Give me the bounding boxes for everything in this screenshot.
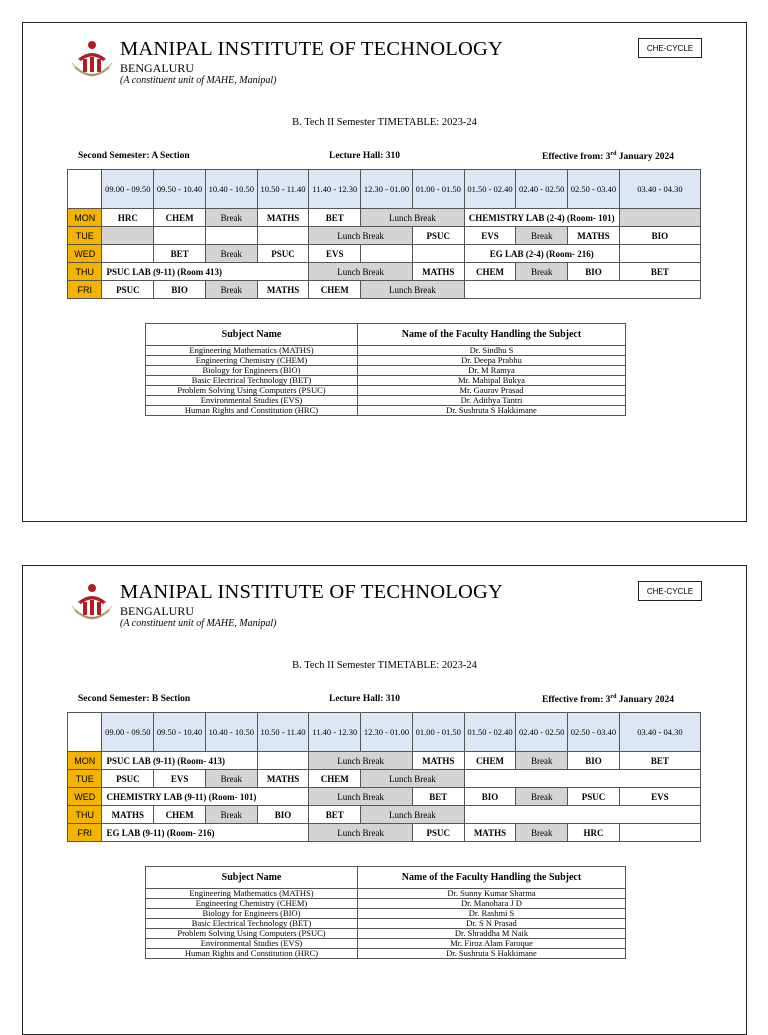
subject-name-cell: Biology for Engineers (BIO) <box>146 909 358 919</box>
faculty-header-row <box>146 867 626 889</box>
class-cell: CHEM <box>154 209 206 227</box>
lecture-hall-label: Lecture Hall: 310 <box>329 151 401 161</box>
cycle-badge: CHE-CYCLE <box>638 38 702 58</box>
faculty-name-cell: Mr. Mahipal Bukya <box>358 376 626 386</box>
subject-name-cell: Biology for Engineers (BIO) <box>146 366 358 376</box>
class-cell: CHEM <box>464 263 516 281</box>
class-cell: BET <box>619 263 700 281</box>
faculty-name-cell: Dr. Sindhu S <box>358 346 626 356</box>
class-cell: BET <box>309 806 361 824</box>
break-cell: Break <box>205 770 257 788</box>
class-cell: PSUC <box>412 227 464 245</box>
faculty-row <box>146 939 626 949</box>
institute-name: MANIPAL INSTITUTE OF TECHNOLOGY <box>120 581 503 603</box>
day-cell: THU <box>68 263 102 281</box>
institute-tagline: (A constituent unit of MAHE, Manipal) <box>120 618 277 629</box>
faculty-row <box>146 909 626 919</box>
brand-block <box>120 37 503 87</box>
class-cell: CHEM <box>309 770 361 788</box>
time-slot-cell: 10.50 - 11.40 <box>257 713 309 752</box>
break-cell: Lunch Break <box>309 263 412 281</box>
faculty-name-cell: Dr. Sushruta S Hakkimane <box>358 406 626 416</box>
day-cell: TUE <box>68 227 102 245</box>
break-cell: Break <box>516 752 568 770</box>
class-cell: PSUC <box>102 770 154 788</box>
time-slot-cell: 03.40 - 04.30 <box>619 713 700 752</box>
timetable-row <box>68 752 701 770</box>
institute-logo-icon <box>69 580 115 630</box>
subject-name-cell: Basic Electrical Technology (BET) <box>146 919 358 929</box>
class-cell: MATHS <box>257 281 309 299</box>
class-cell: EG LAB (9-11) (Room- 216) <box>102 824 309 842</box>
class-cell: BIO <box>568 263 620 281</box>
day-cell: WED <box>68 245 102 263</box>
class-cell: CHEMISTRY LAB (2-4) (Room- 101) <box>464 209 619 227</box>
class-cell <box>619 824 700 842</box>
faculty-name-cell: Dr. M Ramya <box>358 366 626 376</box>
break-cell: Lunch Break <box>361 806 464 824</box>
day-cell: MON <box>68 752 102 770</box>
faculty-table <box>145 866 626 959</box>
faculty-row <box>146 406 626 416</box>
timetable-row <box>68 824 701 842</box>
time-slot-cell: 09.50 - 10.40 <box>154 713 206 752</box>
timetable-title: B. Tech II Semester TIMETABLE: 2023-24 <box>292 660 477 671</box>
time-slot-cell: 09.50 - 10.40 <box>154 170 206 209</box>
class-cell: EG LAB (2-4) (Room- 216) <box>464 245 619 263</box>
class-cell: EVS <box>464 227 516 245</box>
time-slot-cell: 02.50 - 03.40 <box>568 170 620 209</box>
break-cell: Lunch Break <box>309 752 412 770</box>
class-cell: MATHS <box>464 824 516 842</box>
class-cell: PSUC <box>257 245 309 263</box>
faculty-row <box>146 356 626 366</box>
timetable-title: B. Tech II Semester TIMETABLE: 2023-24 <box>292 117 477 128</box>
day-cell: FRI <box>68 824 102 842</box>
class-cell: CHEM <box>309 281 361 299</box>
time-slot-cell: 10.40 - 10.50 <box>205 713 257 752</box>
timetable-row <box>68 770 701 788</box>
class-cell: CHEMISTRY LAB (9-11) (Room- 101) <box>102 788 309 806</box>
faculty-name-cell: Mr. Gaurav Prasad <box>358 386 626 396</box>
faculty-row <box>146 376 626 386</box>
break-cell: Break <box>205 245 257 263</box>
faculty-name-cell: Dr. Sushruta S Hakkimane <box>358 949 626 959</box>
class-cell: PSUC <box>568 788 620 806</box>
faculty-row <box>146 396 626 406</box>
time-slot-cell: 12.30 - 01.00 <box>361 713 413 752</box>
timetable-row <box>68 245 701 263</box>
class-cell <box>257 752 309 770</box>
class-cell: BET <box>309 209 361 227</box>
class-cell <box>257 227 309 245</box>
class-cell: EVS <box>619 788 700 806</box>
day-cell: TUE <box>68 770 102 788</box>
faculty-name-cell: Dr. S N Prasad <box>358 919 626 929</box>
time-slot-cell: 02.40 - 02.50 <box>516 713 568 752</box>
class-cell <box>464 770 700 788</box>
break-cell: Break <box>205 209 257 227</box>
class-cell: BET <box>619 752 700 770</box>
time-slot-cell: 10.50 - 11.40 <box>257 170 309 209</box>
class-cell <box>619 245 700 263</box>
class-cell: BIO <box>257 806 309 824</box>
corner-cell <box>68 170 102 209</box>
break-cell: Lunch Break <box>309 227 412 245</box>
class-cell: BET <box>154 245 206 263</box>
time-slot-cell: 02.50 - 03.40 <box>568 713 620 752</box>
break-cell: Lunch Break <box>361 770 464 788</box>
class-cell: BIO <box>464 788 516 806</box>
break-cell: Lunch Break <box>361 281 464 299</box>
subject-name-cell: Environmental Studies (EVS) <box>146 396 358 406</box>
subject-name-cell: Environmental Studies (EVS) <box>146 939 358 949</box>
institute-tagline: (A constituent unit of MAHE, Manipal) <box>120 75 277 86</box>
faculty-row <box>146 346 626 356</box>
institute-city: BENGALURU <box>120 61 194 75</box>
break-cell: Break <box>516 263 568 281</box>
day-cell: THU <box>68 806 102 824</box>
break-cell: Break <box>205 806 257 824</box>
class-cell: MATHS <box>257 209 309 227</box>
faculty-row <box>146 366 626 376</box>
break-cell: Lunch Break <box>361 209 464 227</box>
institute-logo-icon <box>69 37 115 87</box>
day-cell: WED <box>68 788 102 806</box>
break-cell <box>619 209 700 227</box>
break-cell: Lunch Break <box>309 788 412 806</box>
faculty-row <box>146 386 626 396</box>
lecture-hall-label: Lecture Hall: 310 <box>329 694 401 704</box>
class-cell <box>464 806 700 824</box>
class-cell: CHEM <box>154 806 206 824</box>
class-cell: MATHS <box>257 770 309 788</box>
break-cell: Break <box>516 824 568 842</box>
class-cell: BIO <box>154 281 206 299</box>
faculty-name-cell: Dr. Shraddha M Naik <box>358 929 626 939</box>
class-cell: BIO <box>619 227 700 245</box>
time-slot-cell: 10.40 - 10.50 <box>205 170 257 209</box>
semester-label: Second Semester: A Section <box>78 151 190 161</box>
break-cell: Break <box>205 281 257 299</box>
time-slot-cell: 01.50 - 02.40 <box>464 713 516 752</box>
faculty-row <box>146 919 626 929</box>
faculty-name-cell: Dr. Sunny Kumar Sharma <box>358 889 626 899</box>
cycle-badge: CHE-CYCLE <box>638 581 702 601</box>
class-cell: MATHS <box>412 263 464 281</box>
class-cell: HRC <box>568 824 620 842</box>
effective-date-label: Effective from: 3rd January 2024 <box>542 151 674 163</box>
day-cell: FRI <box>68 281 102 299</box>
class-cell <box>412 245 464 263</box>
faculty-row <box>146 889 626 899</box>
faculty-header-faculty: Name of the Faculty Handling the Subject <box>358 324 626 346</box>
brand-block <box>120 580 503 630</box>
timetable-row <box>68 209 701 227</box>
break-cell: Break <box>516 788 568 806</box>
subject-name-cell: Human Rights and Constitution (HRC) <box>146 949 358 959</box>
faculty-header-row <box>146 324 626 346</box>
class-cell: CHEM <box>464 752 516 770</box>
subject-name-cell: Engineering Mathematics (MATHS) <box>146 889 358 899</box>
subject-name-cell: Basic Electrical Technology (BET) <box>146 376 358 386</box>
subject-name-cell: Engineering Mathematics (MATHS) <box>146 346 358 356</box>
time-slot-cell: 01.00 - 01.50 <box>412 170 464 209</box>
timetable-row <box>68 227 701 245</box>
time-slot-cell: 01.50 - 02.40 <box>464 170 516 209</box>
faculty-row <box>146 949 626 959</box>
faculty-row <box>146 929 626 939</box>
class-cell: PSUC LAB (9-11) (Room- 413) <box>102 752 257 770</box>
break-cell: Lunch Break <box>309 824 412 842</box>
effective-date-label: Effective from: 3rd January 2024 <box>542 694 674 706</box>
class-cell <box>102 245 154 263</box>
timetable-page-a <box>22 22 747 522</box>
time-slot-header-row <box>68 170 701 209</box>
subject-name-cell: Human Rights and Constitution (HRC) <box>146 406 358 416</box>
faculty-header-subject: Subject Name <box>146 324 358 346</box>
faculty-table <box>145 323 626 416</box>
timetable-grid <box>67 169 701 299</box>
subject-name-cell: Problem Solving Using Computers (PSUC) <box>146 929 358 939</box>
timetable-row <box>68 806 701 824</box>
faculty-name-cell: Dr. Rashmi S <box>358 909 626 919</box>
faculty-name-cell: Dr. Manohara J D <box>358 899 626 909</box>
timetable-row <box>68 263 701 281</box>
timetable-grid <box>67 712 701 842</box>
time-slot-cell: 01.00 - 01.50 <box>412 713 464 752</box>
day-cell: MON <box>68 209 102 227</box>
class-cell: EVS <box>154 770 206 788</box>
institute-city: BENGALURU <box>120 604 194 618</box>
timetable-row <box>68 788 701 806</box>
timetable-row <box>68 281 701 299</box>
time-slot-cell: 12.30 - 01.00 <box>361 170 413 209</box>
class-cell <box>154 227 206 245</box>
class-cell: HRC <box>102 209 154 227</box>
faculty-name-cell: Mr. Firoz Alam Faroque <box>358 939 626 949</box>
class-cell <box>464 281 700 299</box>
faculty-header-faculty: Name of the Faculty Handling the Subject <box>358 867 626 889</box>
time-slot-cell: 11.40 - 12.30 <box>309 713 361 752</box>
institute-name: MANIPAL INSTITUTE OF TECHNOLOGY <box>120 38 503 60</box>
subject-name-cell: Engineering Chemistry (CHEM) <box>146 899 358 909</box>
class-cell: MATHS <box>568 227 620 245</box>
class-cell: PSUC <box>102 281 154 299</box>
timetable-page-b <box>22 565 747 1035</box>
break-cell: Break <box>516 227 568 245</box>
time-slot-cell: 09.00 - 09.50 <box>102 713 154 752</box>
class-cell: EVS <box>309 245 361 263</box>
class-cell: PSUC LAB (9-11) (Room 413) <box>102 263 309 281</box>
break-cell <box>102 227 154 245</box>
faculty-header-subject: Subject Name <box>146 867 358 889</box>
faculty-name-cell: Dr. Deepa Prabhu <box>358 356 626 366</box>
class-cell: MATHS <box>102 806 154 824</box>
time-slot-cell: 03.40 - 04.30 <box>619 170 700 209</box>
class-cell: BET <box>412 788 464 806</box>
time-slot-header-row <box>68 713 701 752</box>
class-cell <box>205 227 257 245</box>
class-cell: MATHS <box>412 752 464 770</box>
faculty-row <box>146 899 626 909</box>
corner-cell <box>68 713 102 752</box>
class-cell: PSUC <box>412 824 464 842</box>
semester-label: Second Semester: B Section <box>78 694 191 704</box>
time-slot-cell: 11.40 - 12.30 <box>309 170 361 209</box>
subject-name-cell: Problem Solving Using Computers (PSUC) <box>146 386 358 396</box>
class-cell <box>361 245 413 263</box>
time-slot-cell: 02.40 - 02.50 <box>516 170 568 209</box>
class-cell: BIO <box>568 752 620 770</box>
time-slot-cell: 09.00 - 09.50 <box>102 170 154 209</box>
faculty-name-cell: Dr. Adithya Tantri <box>358 396 626 406</box>
subject-name-cell: Engineering Chemistry (CHEM) <box>146 356 358 366</box>
